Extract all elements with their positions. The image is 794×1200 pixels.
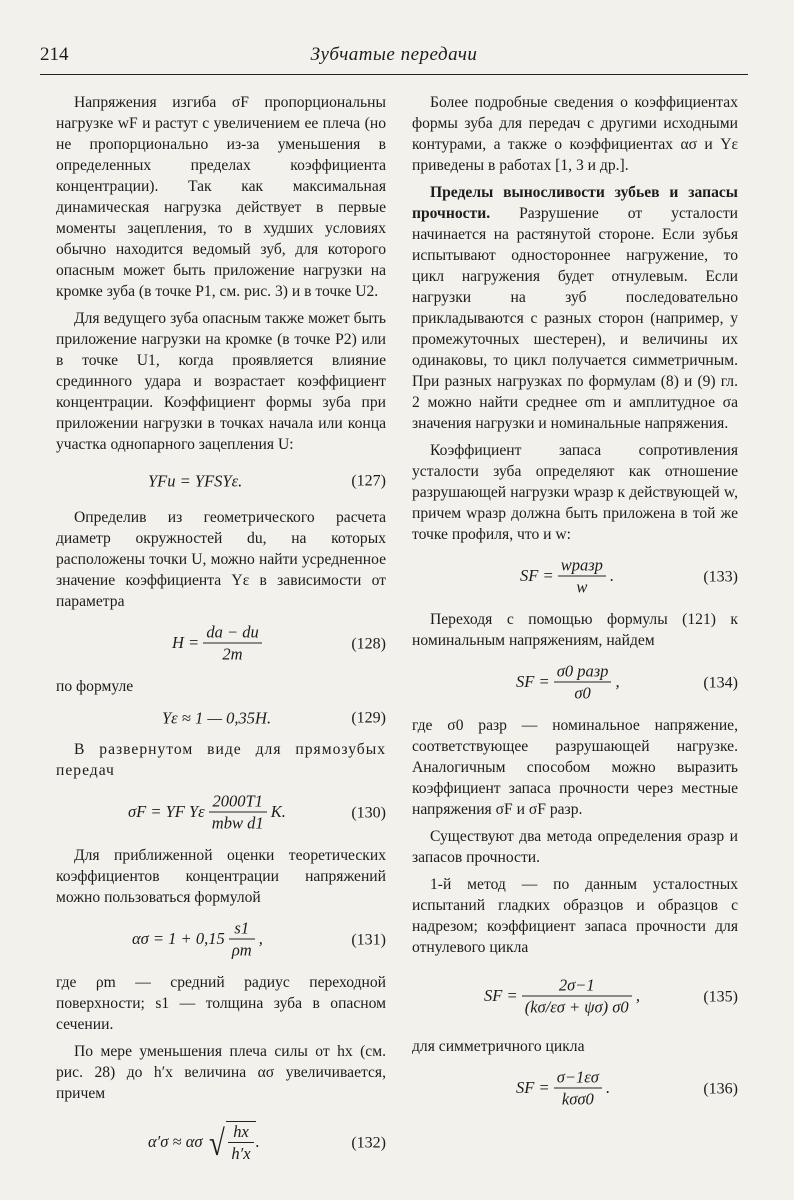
formula-tail: . — [606, 1077, 611, 1097]
fraction-denominator: σ0 — [574, 683, 591, 703]
formula-tail: . — [255, 1131, 260, 1151]
equation-number: (132) — [351, 1134, 386, 1152]
paragraph: Напряжения изгиба σF пропорциональны нагрузке wF и растут с увеличением ее плеча (но не пропорционально из-за уменьшения в определенных пределах коэффициента концентрации). Так как максимальная динамическая нагрузка действует в первые моменты зацепления, то в худших условиях обычно находится ведомый зуб, для которого опасным может быть приложение нагрузки на кромке зуба (в точке P1, см. рис. 3) и в точке U2. — [56, 94, 386, 300]
equation-number: (135) — [703, 988, 738, 1006]
paragraph-heading: 1-й метод — [430, 876, 506, 893]
fraction — [209, 792, 267, 835]
fraction-numerator: da − du — [203, 623, 261, 644]
paragraph-text: Разрушение от усталости начинается на растянутой стороне. Если зубья испытывают одностороннее нагружение, то цикл нагружения будет отнулевым. Если нагрузки на зуб последовательно прикладываются с разных сторон (например, у промежуточных шестерен), и величины их одинаковы, то цикл получается симметричным. При разных нагрузках по формулам (8) и (9) гл. 2 можно найти среднее σm и амплитудное σa значения нагрузки и номинальные напряжения. — [412, 205, 738, 432]
paragraph: по формуле — [56, 678, 134, 695]
fraction — [203, 623, 261, 666]
formula-lhs: SF = — [484, 985, 518, 1005]
fraction-denominator: mbw d1 — [211, 813, 264, 833]
sqrt-sign: √ — [208, 1123, 225, 1163]
formula-lhs: SF = — [516, 671, 550, 691]
equation-number: (131) — [351, 931, 386, 949]
fraction — [522, 976, 632, 1019]
equation-number: (129) — [351, 709, 386, 727]
paragraph: Для приближенной оценки теоретических коэффициентов концентрации напряжений можно пользоваться формулой — [56, 847, 386, 906]
formula-expression — [516, 662, 620, 705]
formula-132 — [56, 1110, 386, 1176]
paragraph: Коэффициент запаса сопротивления усталости зуба определяют как отношение разрушающей нагрузки wразр к действующей w, причем wразр должна быть приложена в той же точке профиля, что и w: — [412, 442, 738, 543]
fraction-denominator: h′x — [231, 1144, 251, 1163]
left-column — [56, 92, 386, 1182]
formula-tail: , — [615, 671, 620, 691]
formula-lhs: SF = — [520, 565, 554, 585]
fraction-denominator: kσσ0 — [561, 1089, 594, 1109]
paragraph: Определив из геометрического расчета диаметр окружностей du, на которых расположены точки U, можно найти усредненное значение коэффициента Yε в зависимости от параметра — [56, 509, 386, 610]
paragraph: где σ0 разр — номинальное напряжение, соответствующее разрушающей нагрузке. Аналогичным способом можно выразить коэффициент запаса прочности через местные напряжения σF и σF разр. — [412, 717, 738, 818]
formula-expression: Yε ≈ 1 — 0,35H. — [162, 708, 272, 728]
paragraph: Более подробные сведения о коэффициентах формы зуба для передач с другими исходными контурами, а также о коэффициентах ασ и Yε приведены в работах [1, 3 и др.]. — [412, 94, 738, 174]
fraction-denominator: 2m — [222, 644, 243, 664]
right-column — [412, 92, 738, 1121]
formula-134 — [412, 657, 738, 709]
equation-number: (134) — [703, 674, 738, 692]
formula-lhs: ασ = 1 + 0,15 — [132, 928, 225, 948]
formula-lhs: σF = YF Yε — [128, 801, 205, 821]
paragraph: Для ведущего зуба опасным также может быть приложение нагрузки на кромке (в точке P2) или в точке U1, когда проявляется влияние срединного удара и возрастает коэффициент концентрации. Коэффициент формы зуба при приложении нагрузки в точках начала или конца участка однопарного зацепления U: — [56, 310, 386, 453]
equation-number: (133) — [703, 568, 738, 586]
formula-expression: YFu = YFSYε. — [148, 471, 243, 491]
paragraph-heading: Пределы выносливости зубьев и запасы прочности. — [412, 184, 738, 222]
fraction-numerator: σ−1εσ — [554, 1068, 602, 1089]
formula-expression — [172, 623, 262, 666]
fraction-numerator: 2000T1 — [209, 792, 267, 813]
fraction-denominator: (kσ/εσ + ψσ) σ0 — [524, 997, 629, 1017]
fraction — [229, 919, 255, 962]
fraction — [554, 662, 612, 705]
fraction-numerator: 2σ−1 — [522, 976, 632, 997]
fraction — [554, 1068, 602, 1111]
sqrt-body — [226, 1121, 255, 1165]
formula-tail: , — [258, 928, 263, 948]
paragraph — [412, 182, 738, 434]
formula-tail: . — [610, 565, 615, 585]
formula-expression — [484, 976, 640, 1019]
page-header — [40, 44, 748, 72]
paragraph: Существуют два метода определения σразр и запасов прочности. — [412, 828, 738, 866]
fraction-numerator: σ0 разр — [554, 662, 612, 683]
formula-135 — [412, 964, 738, 1030]
formula-136 — [412, 1063, 738, 1115]
formula-tail: , — [635, 985, 640, 1005]
paragraph: для симметричного цикла — [412, 1038, 585, 1055]
fraction — [228, 1122, 253, 1165]
formula-lhs: α′σ ≈ ασ — [148, 1131, 203, 1151]
fraction-numerator: hx — [228, 1122, 253, 1143]
fraction — [558, 556, 606, 599]
paragraph-text: — по данным усталостных испытаний гладких образцов и образцов с надрезом; коэффициент запаса прочности для отнулевого цикла — [412, 876, 738, 956]
equation-number: (127) — [351, 472, 386, 490]
formula-127 — [56, 461, 386, 501]
formula-expression — [132, 919, 263, 962]
formula-expression — [516, 1068, 610, 1111]
formula-expression — [148, 1121, 260, 1165]
formula-129 — [56, 703, 386, 733]
formula-expression — [128, 792, 286, 835]
equation-number: (136) — [703, 1080, 738, 1098]
paragraph: Переходя с помощью формулы (121) к номинальным напряжениям, найдем — [412, 611, 738, 649]
formula-expression — [520, 556, 614, 599]
paragraph: По мере уменьшения плеча силы от hx (см. рис. 28) до h′x величина ασ увеличивается, причем — [56, 1043, 386, 1102]
formula-lhs: SF = — [516, 1077, 550, 1097]
header-rule — [40, 74, 748, 75]
formula-130 — [56, 787, 386, 839]
formula-lhs: H = — [172, 632, 200, 652]
formula-131 — [56, 914, 386, 966]
formula-133 — [412, 551, 738, 603]
equation-number: (130) — [351, 804, 386, 822]
fraction-numerator: s1 — [229, 919, 255, 940]
fraction-denominator: w — [576, 577, 588, 597]
paragraph — [412, 874, 738, 958]
formula-128 — [56, 618, 386, 670]
running-title: Зубчатые передачи — [310, 44, 478, 65]
fraction-numerator: wразр — [558, 556, 606, 577]
paragraph: где ρm — средний радиус переходной поверхности; s1 — толщина зуба в опасном сечении. — [56, 974, 386, 1033]
formula-tail: K. — [270, 801, 286, 821]
fraction-denominator: ρm — [231, 940, 252, 960]
paragraph: В развернутом виде для прямозубых передач — [56, 741, 386, 779]
page-number: 214 — [40, 44, 69, 65]
equation-number: (128) — [351, 635, 386, 653]
